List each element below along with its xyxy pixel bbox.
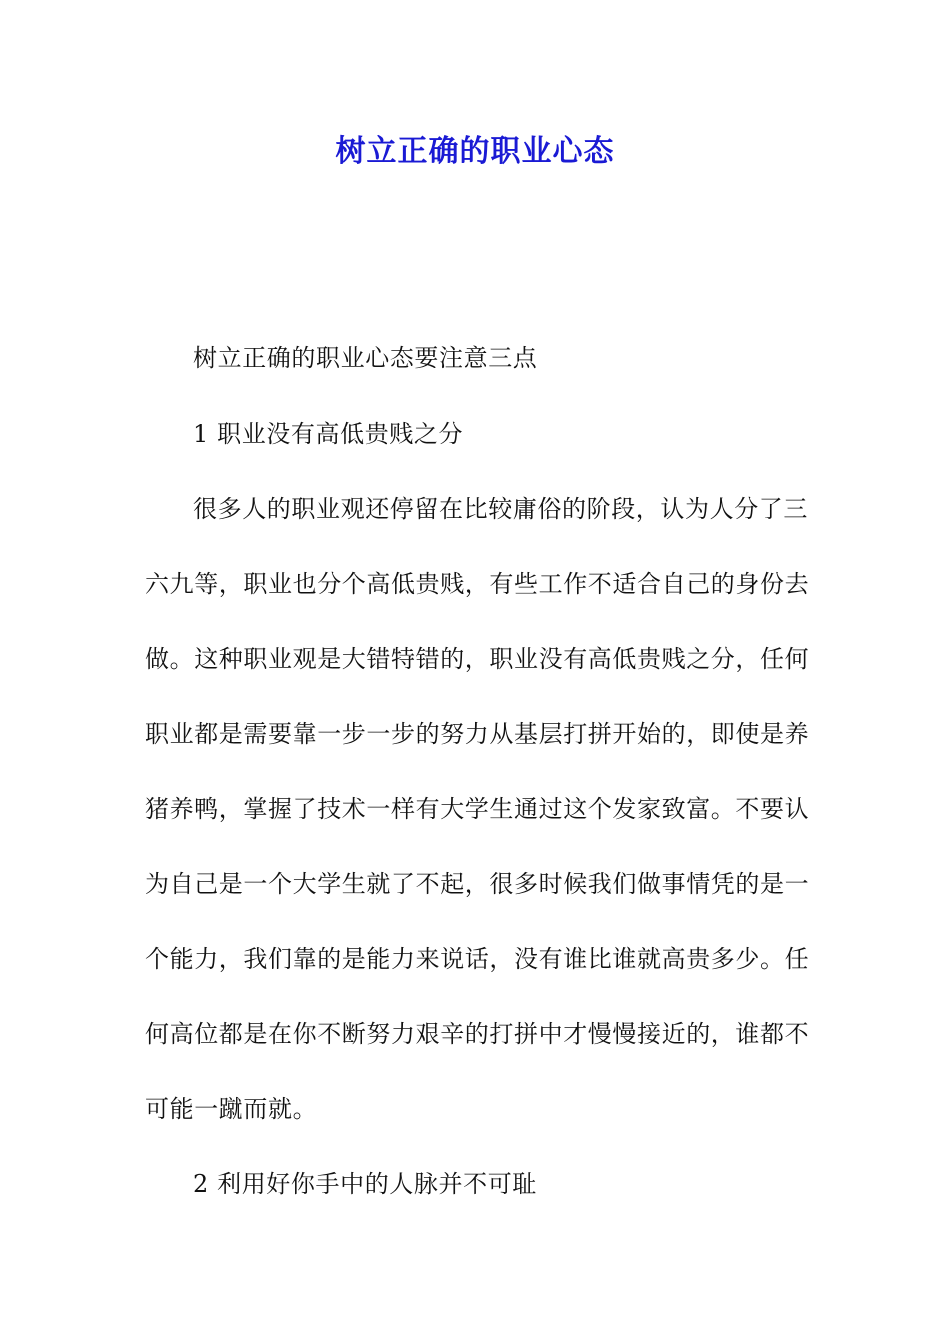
document-title: 树立正确的职业心态 xyxy=(335,134,615,169)
paragraph-line: 做。这种职业观是大错特错的，职业没有高低贵贱之分，任何 xyxy=(145,645,810,673)
intro-line: 树立正确的职业心态要注意三点 xyxy=(193,344,538,372)
paragraph-line: 职业都是需要靠一步一步的努力从基层打拼开始的，即使是养 xyxy=(145,720,810,748)
paragraph-line: 六九等，职业也分个高低贵贱，有些工作不适合自己的身份去 xyxy=(145,570,810,598)
paragraph-line: 为自己是一个大学生就了不起，很多时候我们做事情凭的是一 xyxy=(145,870,810,898)
paragraph-line: 猪养鸭，掌握了技术一样有大学生通过这个发家致富。不要认 xyxy=(145,795,810,823)
paragraph-line: 个能力，我们靠的是能力来说话，没有谁比谁就高贵多少。任 xyxy=(145,945,810,973)
paragraph-line: 可能一蹴而就。 xyxy=(145,1095,318,1123)
section-heading-2: 2 利用好你手中的人脉并不可耻 xyxy=(193,1170,537,1198)
paragraph-line: 很多人的职业观还停留在比较庸俗的阶段，认为人分了三 xyxy=(193,495,808,523)
section-heading-1: 1 职业没有高低贵贱之分 xyxy=(193,420,464,448)
paragraph-line: 何高位都是在你不断努力艰辛的打拼中才慢慢接近的，谁都不 xyxy=(145,1020,810,1048)
